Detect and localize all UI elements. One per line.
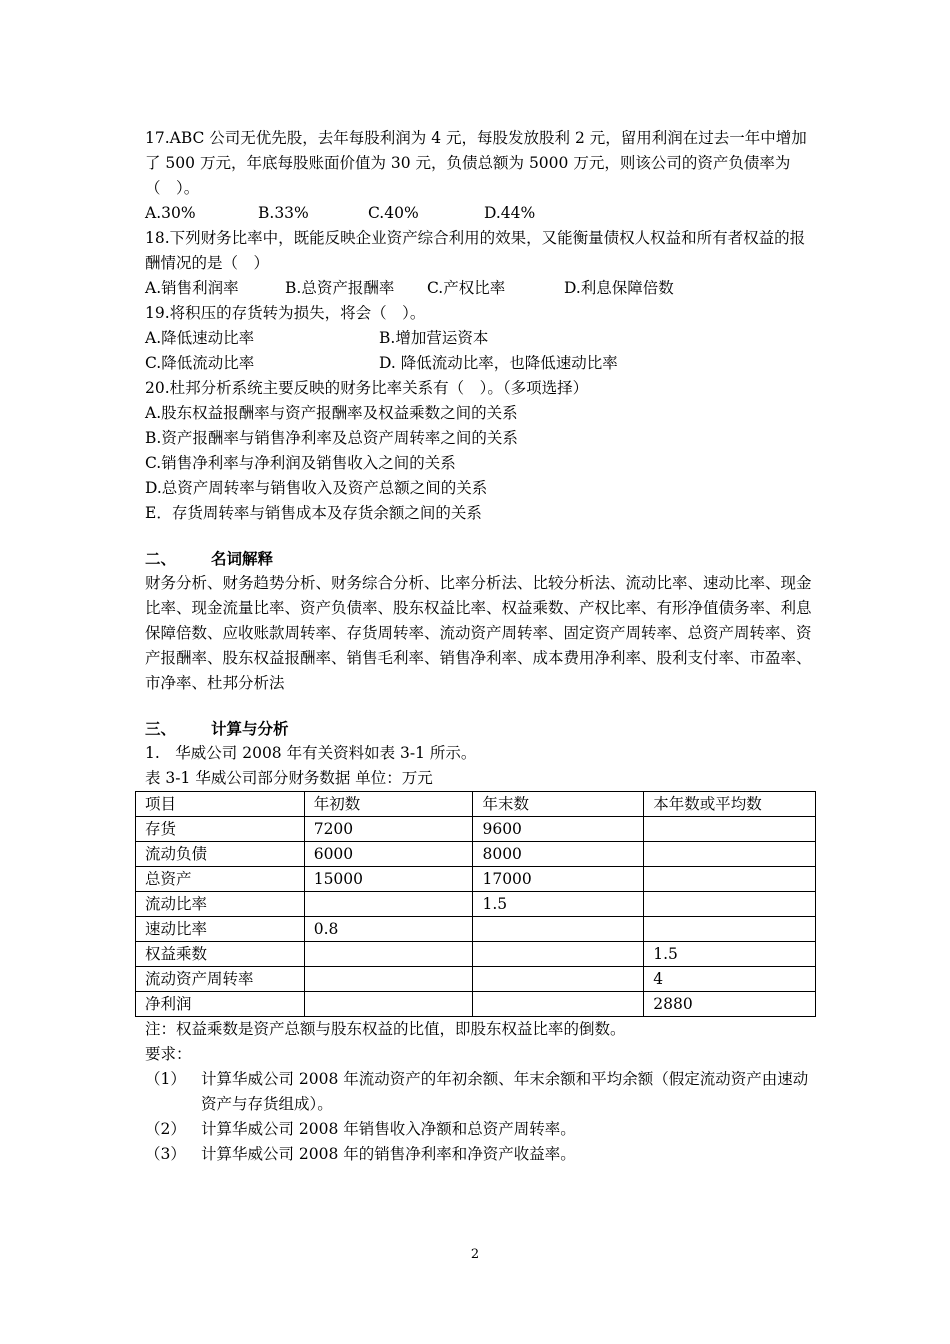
table-cell: 1.5 xyxy=(473,892,644,917)
table-cell: 速动比率 xyxy=(136,917,305,942)
question-19: 19.将积压的存货转为损失，将会（ ）。 xyxy=(145,304,426,322)
option-d: D.总资产周转率与销售收入及资产总额之间的关系 xyxy=(145,479,488,497)
requirement-number: （1） xyxy=(145,1070,186,1088)
table-cell: 4 xyxy=(644,967,816,992)
option-b: B.资产报酬率与销售净利率及总资产周转率之间的关系 xyxy=(145,429,518,447)
table-cell: 17000 xyxy=(473,867,644,892)
problem-1-intro: 1. 华威公司 2008 年有关资料如表 3-1 所示。 xyxy=(145,744,477,762)
table-cell xyxy=(304,942,473,967)
table-cell: 净利润 xyxy=(136,992,305,1017)
option-c: C.产权比率 xyxy=(427,279,506,297)
option-e: E．存货周转率与销售成本及存货余额之间的关系 xyxy=(145,504,482,522)
question-19-options-row2 xyxy=(145,351,815,376)
option-c: C.40% xyxy=(368,204,419,222)
option-c: C.销售净利率与净利润及销售收入之间的关系 xyxy=(145,454,456,472)
table-cell: 流动资产周转率 xyxy=(136,967,305,992)
requirement-number: （3） xyxy=(145,1145,186,1163)
header-cell: 年末数 xyxy=(473,792,644,817)
requirement-item xyxy=(145,1117,815,1142)
table-cell xyxy=(644,867,816,892)
table-cell xyxy=(473,992,644,1017)
table-cell xyxy=(644,842,816,867)
question-18-options xyxy=(145,276,815,301)
table-cell: 流动负债 xyxy=(136,842,305,867)
question-18: 18.下列财务比率中，既能反映企业资产综合利用的效果，又能衡量债权人权益和所有者权益的报酬情况的是（ ） xyxy=(145,229,806,272)
header-cell: 年初数 xyxy=(304,792,473,817)
table-row xyxy=(136,917,816,942)
table-header-row xyxy=(136,792,816,817)
table-cell: 1.5 xyxy=(644,942,816,967)
table-cell xyxy=(644,892,816,917)
question-19-options-row1 xyxy=(145,326,815,351)
table-row xyxy=(136,867,816,892)
section-2-body: 财务分析、财务趋势分析、财务综合分析、比率分析法、比较分析法、流动比率、速动比率、现金比率、现金流量比率、资产负债率、股东权益比率、权益乘数、产权比率、有形净值债务率、利息保障倍数、应收账款周转率、存货周转率、流动资产周转率、固定资产周转率、总资产周转率、资产报酬率、股东权益报酬率、销售毛利率、销售净利率、成本费用净利率、股利支付率、市盈率、市净率、杜邦分析法 xyxy=(145,574,812,692)
table-note: 注：权益乘数是资产总额与股东权益的比值，即股东权益比率的倒数。 xyxy=(145,1020,626,1038)
requirement-number: （2） xyxy=(145,1120,186,1138)
table-row xyxy=(136,842,816,867)
table-cell xyxy=(644,917,816,942)
table-caption: 表 3-1 华威公司部分财务数据 单位：万元 xyxy=(145,769,433,787)
table-cell: 流动比率 xyxy=(136,892,305,917)
table-cell: 0.8 xyxy=(304,917,473,942)
table-cell xyxy=(304,967,473,992)
table-cell xyxy=(473,967,644,992)
document-page xyxy=(145,126,815,1167)
table-row xyxy=(136,992,816,1017)
section-3-title: 计算与分析 xyxy=(211,719,289,738)
requirement-item xyxy=(145,1142,815,1167)
option-d: D.利息保障倍数 xyxy=(564,279,674,297)
table-cell xyxy=(644,817,816,842)
requirements-label: 要求： xyxy=(145,1045,192,1063)
table-cell: 2880 xyxy=(644,992,816,1017)
table-cell xyxy=(304,892,473,917)
section-2-number: 二、 xyxy=(145,549,177,568)
option-b: B.33% xyxy=(258,204,309,222)
table-cell: 权益乘数 xyxy=(136,942,305,967)
section-2-title: 名词解释 xyxy=(211,549,274,568)
page-number: 2 xyxy=(470,1247,480,1262)
option-d: D. 降低流动比率，也降低速动比率 xyxy=(379,354,618,372)
table-cell: 6000 xyxy=(304,842,473,867)
requirement-text: 计算华威公司 2008 年的销售净利率和净资产收益率。 xyxy=(201,1145,576,1163)
table-row xyxy=(136,892,816,917)
requirement-text: 计算华威公司 2008 年流动资产的年初余额、年末余额和平均余额（假定流动资产由速动资产与存货组成）。 xyxy=(201,1070,809,1113)
header-cell: 本年数或平均数 xyxy=(644,792,816,817)
option-b: B.增加营运资本 xyxy=(379,329,489,347)
table-cell: 15000 xyxy=(304,867,473,892)
section-3-heading xyxy=(145,716,815,741)
table-cell: 8000 xyxy=(473,842,644,867)
table-cell xyxy=(473,942,644,967)
table-cell: 9600 xyxy=(473,817,644,842)
header-cell: 项目 xyxy=(136,792,305,817)
table-cell: 存货 xyxy=(136,817,305,842)
question-17: 17.ABC 公司无优先股，去年每股利润为 4 元，每股发放股利 2 元，留用利润在过去一年中增加了 500 万元，年底每股账面价值为 30 元，负债总额为 5000 万元，则该公司的资产负债率为（ ）。 xyxy=(145,129,807,197)
table-cell xyxy=(304,992,473,1017)
question-17-options xyxy=(145,201,815,226)
table-cell: 总资产 xyxy=(136,867,305,892)
option-a: A.30% xyxy=(145,204,196,222)
table-cell xyxy=(473,917,644,942)
option-a: A.降低速动比率 xyxy=(145,329,255,347)
table-row xyxy=(136,967,816,992)
section-2-heading xyxy=(145,546,815,571)
option-a: A.销售利润率 xyxy=(145,279,239,297)
section-3-number: 三、 xyxy=(145,719,177,738)
option-d: D.44% xyxy=(484,204,536,222)
option-a: A.股东权益报酬率与资产报酬率及权益乘数之间的关系 xyxy=(145,404,518,422)
option-b: B.总资产报酬率 xyxy=(285,279,395,297)
table-cell: 7200 xyxy=(304,817,473,842)
financial-data-table xyxy=(135,791,816,1017)
question-20: 20.杜邦分析系统主要反映的财务比率关系有（ ）。（多项选择） xyxy=(145,379,589,397)
table-row xyxy=(136,817,816,842)
requirement-item xyxy=(145,1067,815,1117)
table-row xyxy=(136,942,816,967)
requirement-text: 计算华威公司 2008 年销售收入净额和总资产周转率。 xyxy=(201,1120,576,1138)
option-c: C.降低流动比率 xyxy=(145,354,255,372)
